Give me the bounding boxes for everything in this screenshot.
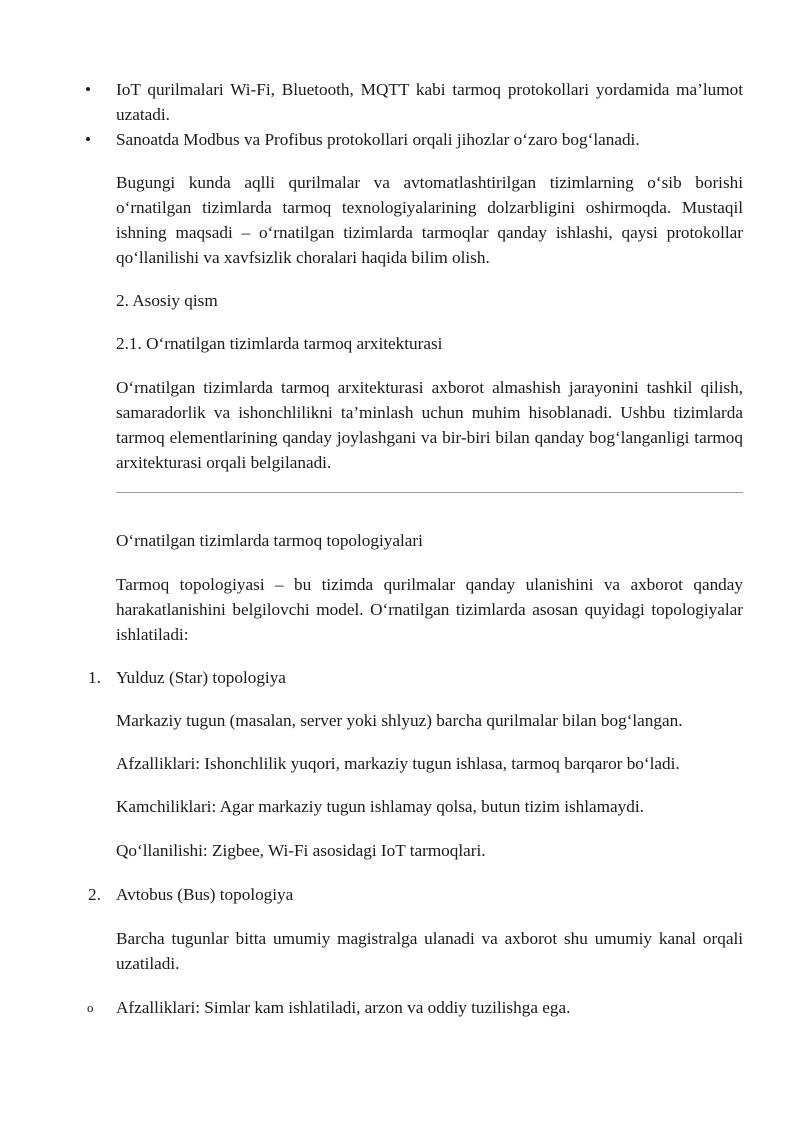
list-number: 1. <box>88 668 101 687</box>
list-number: 2. <box>88 885 101 904</box>
star-usage: Qo‘llanilishi: Zigbee, Wi-Fi asosidagi IoT tarmoqlari. <box>116 841 486 860</box>
star-topology-title: Yulduz (Star) topologiya <box>116 668 286 687</box>
topology-heading: O‘rnatilgan tizimlarda tarmoq topologiyalari <box>116 531 423 550</box>
section-title: 2. Asosiy qism <box>116 291 218 310</box>
star-advantages: Afzalliklari: Ishonchlilik yuqori, markaziy tugun ishlasa, tarmoq barqaror bo‘ladi. <box>116 754 680 773</box>
subsection-title: 2.1. O‘rnatilgan tizimlarda tarmoq arxitekturasi <box>116 334 443 353</box>
bus-topology-title: Avtobus (Bus) topologiya <box>116 885 294 904</box>
topology-paragraph: Tarmoq topologiyasi – bu tizimda qurilmalar qanday ulanishini va axborot qanday harakatlanishini belgilovchi model. O‘rnatilgan tizimlarda asosan quyidagi topologiyalar ishlatiladi: <box>116 575 743 644</box>
bullet-marker <box>85 77 109 102</box>
bus-description: Barcha tugunlar bitta umumiy magistralga ulanadi va axborot shu umumiy kanal orqali uzatiladi. <box>116 929 743 973</box>
bullet-item: IoT qurilmalari Wi-Fi, Bluetooth, MQTT kabi tarmoq protokollari yordamida ma’lumot uzatadi. <box>116 80 743 124</box>
bullet-item: Sanoatda Modbus va Profibus protokollari orqali jihozlar o‘zaro bog‘lanadi. <box>116 130 640 149</box>
intro-paragraph: Bugungi kunda aqlli qurilmalar va avtomatlashtirilgan tizimlarning o‘sib borishi o‘rnatilgan tizimlarda tarmoq texnologiyalarining dolzarbligini oshirmoqda. Mustaqil ishning maqsadi – o‘rnatilgan tizimlarda tarmoqlar qanday ishlashi, qaysi protokollar qo‘llanilishi va xavfsizlik choralari haqida bilim olish. <box>116 173 743 267</box>
architecture-paragraph: O‘rnatilgan tizimlarda tarmoq arxitekturasi axborot almashish jarayonini tashkil qilish, samaradorlik va ishonchlilikni ta’minlash uchun muhim hisoblanadi. Ushbu tizimlarda tarmoq elementlarining qanday joylashgani va bir-biri bilan qanday bog‘langanligi tarmoq arxitekturasi orqali belgilanadi. <box>116 378 743 472</box>
star-description: Markaziy tugun (masalan, server yoki shlyuz) barcha qurilmalar bilan bog‘langan. <box>116 711 683 730</box>
bus-advantages: Afzalliklari: Simlar kam ishlatiladi, arzon va oddiy tuzilishga ega. <box>116 998 571 1017</box>
circle-bullet-marker: o <box>87 1000 94 1015</box>
star-disadvantages: Kamchiliklari: Agar markaziy tugun ishlamay qolsa, butun tizim ishlamaydi. <box>116 797 644 816</box>
bullet-marker <box>85 127 109 152</box>
horizontal-divider <box>116 492 743 493</box>
